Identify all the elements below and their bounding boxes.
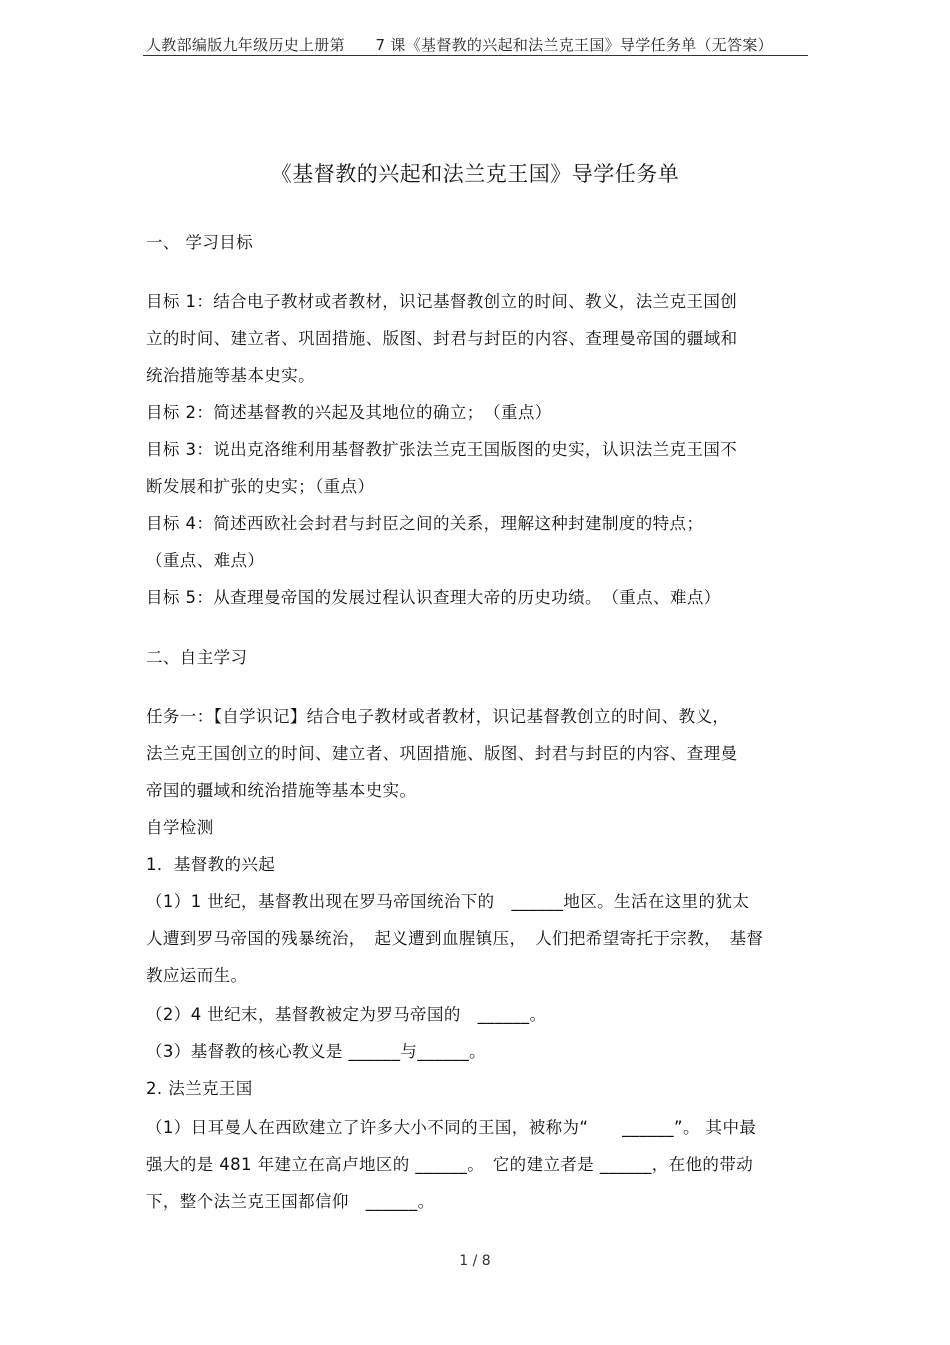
page-number: 1 / 8 — [459, 1253, 491, 1269]
goal-1-line-1: 目标 1：结合电子教材或者教材，识记基督教创立的时间、教义，法兰克王国创 — [146, 292, 738, 311]
goal-5: 目标 5：从查理曼帝国的发展过程认识查理大帝的历史功绩。 （重点、难点） — [146, 588, 721, 607]
goal-3-line-2: 断发展和扩张的史实；（重点） — [146, 477, 375, 496]
question-1-1-line-3: 教应运而生。 — [146, 966, 248, 985]
goal-1-line-2: 立的时间、建立者、巩固措施、版图、封君与封臣的内容、查理曼帝国的疆域和 — [146, 329, 738, 348]
question-1-1-line-2: 人遭到罗马帝国的残暴统治， 起义遭到血腥镇压， 人们把希望寄托于宗教， 基督 — [146, 929, 764, 948]
goal-4-line-1: 目标 4：简述西欧社会封君与封臣之间的关系，理解这种封建制度的特点； — [146, 514, 704, 533]
question-2-1-line-2: 强大的是 481 年建立在高卢地区的 ______。 它的建立者是 ______，在他的带动 — [146, 1155, 754, 1174]
goal-4-line-2: （重点、难点） — [146, 551, 265, 570]
goal-2: 目标 2：简述基督教的兴起及其地位的确立； （重点） — [146, 403, 552, 422]
goal-3-line-1: 目标 3：说出克洛维利用基督教扩张法兰克王国版图的史实，认识法兰克王国不 — [146, 440, 738, 459]
subheading-christianity: 1．基督教的兴起 — [146, 855, 276, 874]
section-heading-self-study: 二、自主学习 — [146, 648, 248, 667]
header-rule — [143, 55, 808, 56]
question-2-1-line-1: （1）日耳曼人在西欧建立了许多大小不同的王国，被称为“ ______”。 其中最 — [146, 1118, 757, 1137]
question-2-1-line-3: 下，整个法兰克王国都信仰 ______。 — [146, 1192, 435, 1211]
task-1-line-3: 帝国的疆域和统治措施等基本史实。 — [146, 781, 417, 800]
self-check-heading: 自学检测 — [146, 818, 214, 837]
question-1-2: （2）4 世纪末，基督教被定为罗马帝国的 ______。 — [146, 1005, 547, 1024]
goal-1-line-3: 统治措施等基本史实。 — [146, 366, 315, 385]
question-1-3: （3）基督教的核心教义是 ______与______。 — [146, 1042, 487, 1061]
document-title: 《基督教的兴起和法兰克王国》导学任务单 — [270, 162, 680, 186]
page-header: 人教部编版九年级历史上册第 7 课《基督教的兴起和法兰克王国》导学任务单（无答案） — [146, 36, 773, 54]
subheading-frankish-kingdom: 2. 法兰克王国 — [146, 1079, 253, 1098]
task-1-line-2: 法兰克王国创立的时间、建立者、巩固措施、版图、封君与封臣的内容、查理曼 — [146, 744, 738, 763]
task-1-line-1: 任务一：【自学识记】结合电子教材或者教材，识记基督教创立的时间、教义， — [146, 707, 730, 726]
question-1-1-line-1: （1）1 世纪，基督教出现在罗马帝国统治下的 ______地区。生活在这里的犹太 — [146, 892, 750, 911]
section-heading-goals: 一、 学习目标 — [146, 233, 254, 252]
